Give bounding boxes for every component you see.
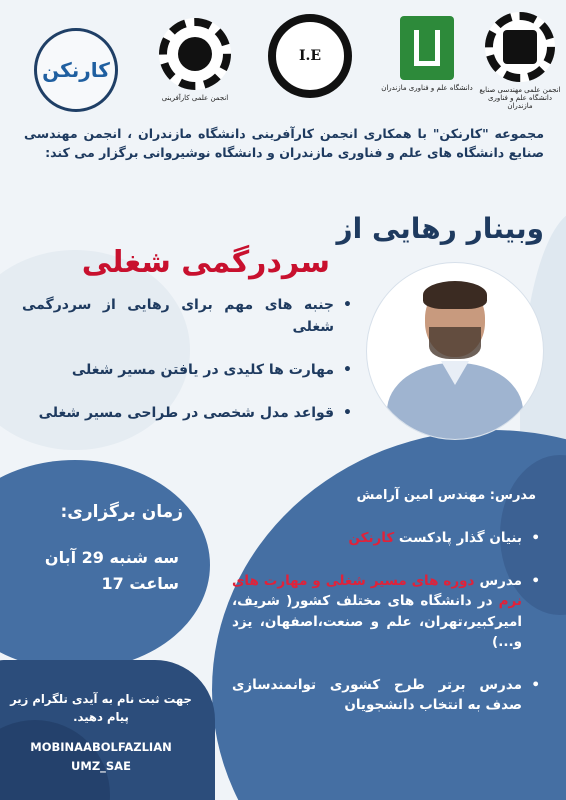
ie-logo-text: I.E <box>298 48 322 64</box>
list-item <box>232 571 540 653</box>
sanaye-logo <box>478 12 562 110</box>
credential-highlight: دوره های مسیر شغلی و مهارت های نرم <box>232 572 522 609</box>
anjoman-logo <box>150 18 240 102</box>
list-item: • مهارت ها کلیدی در یافتن مسیر شغلی <box>22 359 352 381</box>
topic-list <box>22 294 352 445</box>
webinar-title-highlight: سردرگمی شغلی <box>81 245 330 280</box>
credential-highlight: کارنکن <box>348 530 395 546</box>
credential-text: مدرس <box>479 572 522 589</box>
list-item <box>232 528 540 549</box>
telegram-handle-line: MOBINAABOLFAZLIAN <box>30 740 172 754</box>
telegram-handle <box>10 738 192 776</box>
sanaye-logo-caption: انجمن علمی مهندسی صنایع دانشگاه علم و فناوری مازندران <box>479 86 561 110</box>
schedule-time: ساعت 17 <box>101 574 179 593</box>
list-item: • جنبه های مهم برای رهایی از سردرگمی شغلی <box>22 294 352 338</box>
mazandaran-university-logo <box>372 16 482 92</box>
teacher-credentials <box>232 528 540 738</box>
registration-note: جهت ثبت نام به آیدی تلگرام زیر پیام دهید. <box>10 692 192 724</box>
list-item: • مدرس برتر طرح کشوری توانمندسازی صدف به انتخاب دانشجویان <box>232 675 540 716</box>
ie-logo <box>268 14 352 98</box>
schedule-date: سه شنبه 29 آبان <box>44 548 179 567</box>
university-emblem-icon <box>400 16 454 80</box>
credential-text: در دانشگاه های مختلف کشور( شریف، امیرکبیر،تهران، علم و صنعت،اصفهان، یزد و...) <box>232 593 522 650</box>
webinar-title: وبینار رهایی از <box>336 212 544 245</box>
telegram-handle-line: UMZ_SAE <box>71 759 131 773</box>
credential-text: بنیان گذار پادکست <box>398 530 522 546</box>
logo-row <box>0 10 566 115</box>
gear-icon <box>485 12 555 82</box>
mazandaran-logo-caption: دانشگاه علم و فناوری مازندران <box>381 84 473 92</box>
karnakon-logo-text: کارنکن <box>42 58 110 82</box>
anjoman-logo-caption: انجمن علمی کارآفرینی <box>161 94 229 102</box>
gear-icon <box>159 18 231 90</box>
teacher-name: مدرس: مهندس امین آرامش <box>356 488 536 503</box>
list-item: • قواعد مدل شخصی در طراحی مسیر شغلی <box>22 402 352 424</box>
intro-text: مجموعه "کارنکن" با همکاری انجمن کارآفرینی دانشگاه مازندران ، انجمن مهندسی صنایع دانشگاه های علم و فناوری مازندران و دانشگاه نوشیروانی برگزار می کند: <box>24 126 544 160</box>
schedule-heading: زمان برگزاری: <box>60 502 183 522</box>
speaker-photo <box>366 262 544 440</box>
karnakon-logo <box>34 28 118 112</box>
